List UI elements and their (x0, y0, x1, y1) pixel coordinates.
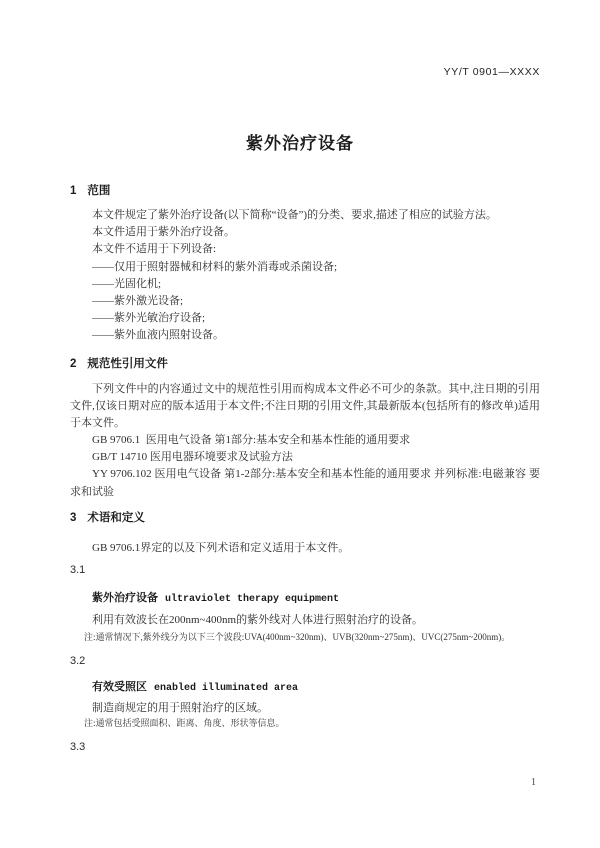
section-3-heading (70, 509, 540, 525)
term-3-2-definition-wrap (70, 700, 540, 717)
section-1-heading (70, 182, 540, 198)
normative-references-intro: 下列文件中的内容通过文中的规范性引用而构成本文件必不可少的条款。其中,注日期的引用文件,仅该日期对应的版本适用于本文件;不注日期的引用文件,其最新版本(包括所有的修改单)适用于本文件。 (70, 383, 540, 430)
term-3-1-note: 注:通常情况下,紫外线分为以下三个波段:UVA(400nm~320nm)、UVB(320nm~275nm)、UVC(275nm~200nm)。 (84, 632, 511, 642)
term-3-1-definition-wrap (70, 612, 540, 629)
section-1-body (70, 207, 540, 345)
section-2-heading (70, 355, 540, 371)
section-number: 2 (70, 358, 77, 370)
clause-3-2-number: 3.2 (70, 655, 86, 667)
reference-item: GB 9706.1 医用电气设备 第1部分:基本安全和基本性能的通用要求 (92, 434, 411, 446)
section-number: 3 (70, 512, 77, 524)
document-title: 紫外治疗设备 (246, 134, 354, 153)
scope-exclusion-item: ——紫外血液内照射设备。 (92, 329, 224, 342)
clause-3-1-number: 3.1 (70, 564, 86, 576)
terms-intro-wrap (70, 540, 540, 557)
term-3-2-heading (70, 678, 540, 694)
term-definition: 制造商规定的用于照射治疗的区域。 (92, 702, 268, 714)
scope-line: 本文件不适用于下列设备: (92, 243, 217, 256)
reference-item: GB/T 14710 医用电器环境要求及试验方法 (92, 451, 293, 464)
normative-references-list (70, 432, 540, 501)
scope-exclusion-item: ——紫外激光设备; (92, 295, 184, 308)
term-chinese: 有效受照区 (92, 681, 147, 693)
scope-exclusion-item: ——仅用于照射器械和材料的紫外消毒或杀菌设备; (92, 260, 338, 273)
scope-exclusion-item: ——光固化机; (92, 277, 162, 290)
scope-exclusion-item: ——紫外光敏治疗设备; (92, 312, 206, 325)
reference-item: YY 9706.102 医用电气设备 第1-2部分:基本安全和基本性能的通用要求 并列标准:电磁兼容 要求和试验 (70, 468, 540, 498)
standard-code: YY/T 0901—XXXX (443, 66, 540, 78)
section-number: 1 (70, 185, 77, 197)
term-3-2-note: 注:通常包括受照面积、距离、角度、形状等信息。 (84, 718, 285, 728)
section-title: 术语和定义 (87, 512, 145, 524)
section-2-body (70, 381, 540, 433)
section-title: 范围 (87, 185, 111, 197)
term-chinese: 紫外治疗设备 (92, 592, 158, 604)
term-definition: 利用有效波长在200nm~400nm的紫外线对人体进行照射治疗的设备。 (92, 614, 424, 626)
scope-line: 本文件规定了紫外治疗设备(以下简称“设备”)的分类、要求,描述了相应的试验方法。 (92, 209, 497, 221)
terms-intro: GB 9706.1界定的以及下列术语和定义适用于本文件。 (92, 542, 350, 554)
term-english: enabled illuminated area (154, 683, 299, 694)
term-3-1-heading (70, 589, 540, 605)
scope-line: 本文件适用于紫外治疗设备。 (92, 226, 235, 239)
section-title: 规范性引用文件 (87, 358, 168, 370)
clause-3-3-number: 3.3 (70, 741, 86, 753)
term-english: ultraviolet therapy equipment (165, 594, 340, 605)
page-number: 1 (531, 777, 536, 788)
